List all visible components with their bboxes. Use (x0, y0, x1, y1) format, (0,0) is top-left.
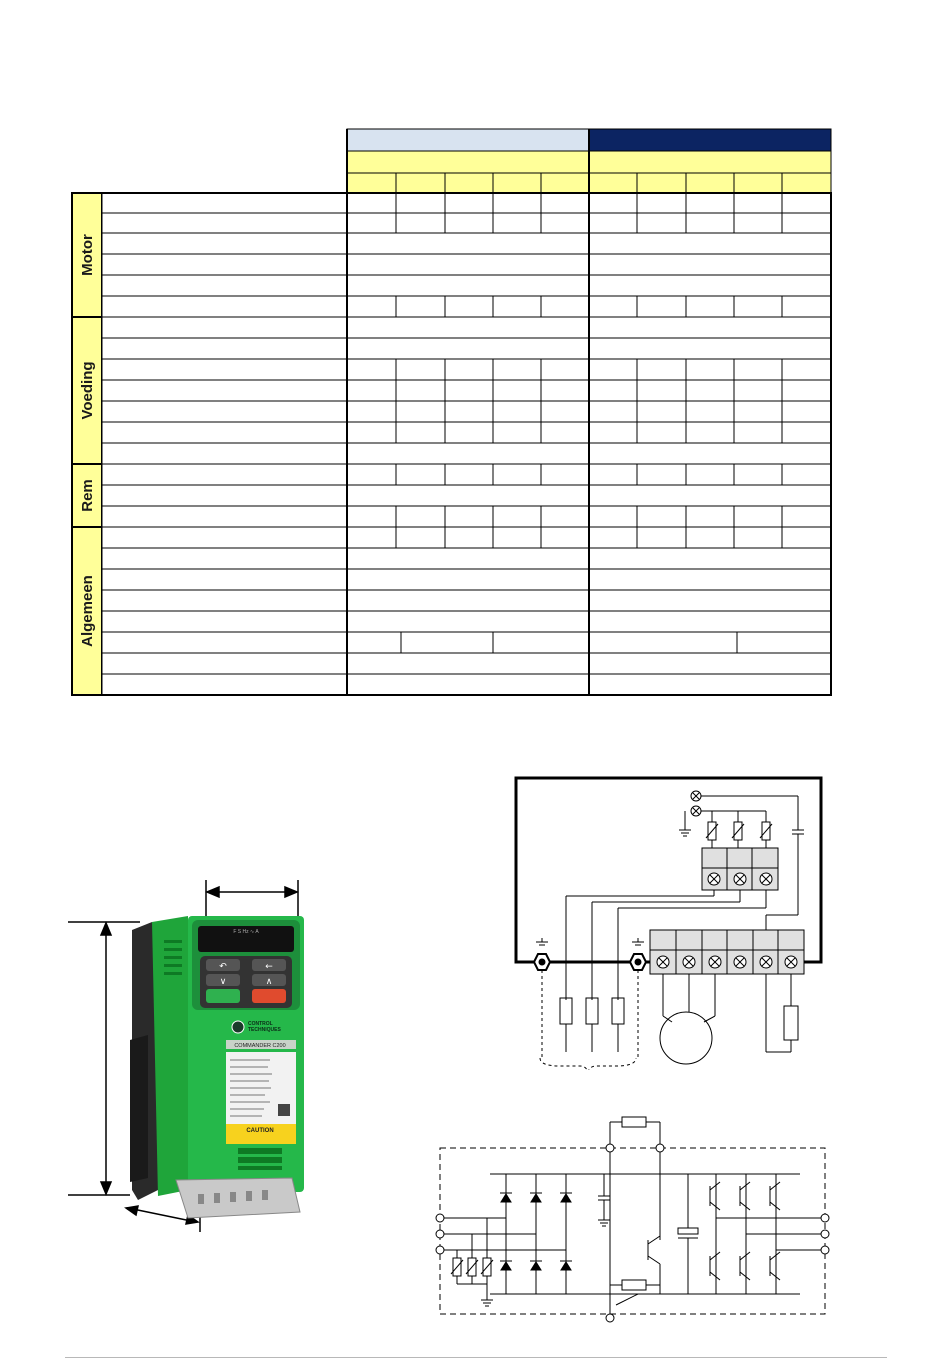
wiring-diagram (480, 770, 840, 1070)
table-cell (541, 193, 589, 213)
table-cell (589, 296, 637, 317)
table-cell (637, 380, 686, 401)
category-rem (72, 464, 102, 527)
row-label-cell (102, 674, 347, 695)
svg-text:↶: ↶ (219, 962, 227, 972)
table-cell (734, 213, 782, 233)
table-cell (637, 506, 686, 527)
table-row (102, 317, 831, 338)
column-header-cell (589, 173, 637, 193)
table-cell (396, 359, 445, 380)
fuse (560, 998, 572, 1024)
table-cell (347, 506, 396, 527)
table-cell (686, 213, 734, 233)
table-row (102, 443, 831, 464)
row-label-cell (102, 254, 347, 275)
table-cell (637, 359, 686, 380)
table-row (102, 213, 831, 233)
table-cell (541, 359, 589, 380)
row-label-cell (102, 569, 347, 590)
row-label-cell (102, 464, 347, 485)
table-cell (347, 632, 401, 653)
table-cell (493, 527, 541, 548)
table-cell (686, 380, 734, 401)
table-cell (396, 527, 445, 548)
table-row (102, 569, 831, 590)
table-row (102, 296, 831, 317)
table-cell (734, 380, 782, 401)
row-label-cell (102, 296, 347, 317)
column-header-cell (541, 173, 589, 193)
table-cell (737, 632, 831, 653)
table-cell (445, 380, 493, 401)
table-cell (686, 359, 734, 380)
row-label-cell (102, 590, 347, 611)
table-cell (589, 485, 831, 506)
column-header-cell (686, 173, 734, 193)
height-dimension (68, 922, 140, 1195)
table-cell (782, 401, 831, 422)
table-cell (445, 213, 493, 233)
external-resistor (622, 1117, 646, 1127)
table-row (102, 632, 831, 653)
table-row (102, 653, 831, 674)
dc-bus-capacitor (678, 1228, 698, 1234)
table-row (102, 359, 831, 380)
table-cell (734, 506, 782, 527)
svg-text:∨: ∨ (219, 977, 227, 987)
table-row (102, 193, 831, 213)
table-cell (541, 506, 589, 527)
input-terminal-l3 (436, 1246, 444, 1254)
row-label-cell (102, 380, 347, 401)
width-dimension (206, 880, 298, 918)
table-cell (541, 422, 589, 443)
table-cell (401, 632, 493, 653)
table-cell (541, 464, 589, 485)
input-terminal-l2 (436, 1230, 444, 1238)
table-cell (541, 213, 589, 233)
table-cell (347, 464, 396, 485)
row-label-cell (102, 443, 347, 464)
column-header-cell (493, 173, 541, 193)
output-terminal-u (821, 1214, 829, 1222)
row-label-cell (102, 213, 347, 233)
table-cell (637, 422, 686, 443)
table-cell (347, 443, 589, 464)
table-cell (734, 422, 782, 443)
table-cell (782, 296, 831, 317)
table-cell (347, 485, 589, 506)
table-cell (782, 506, 831, 527)
table-cell (734, 296, 782, 317)
row-label-cell (102, 401, 347, 422)
category-label: Algemeen (79, 575, 96, 647)
table-cell (445, 527, 493, 548)
table-cell (396, 296, 445, 317)
table-cell (637, 193, 686, 213)
table-cell (589, 506, 637, 527)
table-cell (686, 464, 734, 485)
table-cell (541, 296, 589, 317)
table-cell (734, 464, 782, 485)
footer-rule (65, 1357, 887, 1358)
drive-product-photo (60, 860, 320, 1240)
table-cell (637, 464, 686, 485)
table-cell (637, 296, 686, 317)
fuse (612, 998, 624, 1024)
internal-circuit-diagram (420, 1110, 850, 1335)
table-cell (589, 213, 637, 233)
table-cell (396, 380, 445, 401)
row-label-cell (102, 359, 347, 380)
table-cell (396, 506, 445, 527)
table-cell (541, 527, 589, 548)
qr-code (278, 1104, 290, 1116)
table-cell (782, 359, 831, 380)
table-cell (589, 527, 637, 548)
table-cell (782, 527, 831, 548)
table-row (102, 548, 831, 569)
start-key (206, 989, 240, 1003)
row-label-cell (102, 193, 347, 213)
table-row (102, 506, 831, 527)
category-label: Motor (79, 234, 96, 276)
row-label-cell (102, 506, 347, 527)
table-cell (686, 527, 734, 548)
table-cell (493, 213, 541, 233)
table-row (102, 401, 831, 422)
row-label-cell (102, 548, 347, 569)
brand-line2: TECHNIQUES (248, 1027, 281, 1033)
table-cell (493, 464, 541, 485)
row-label-cell (102, 611, 347, 632)
row-label-cell (102, 422, 347, 443)
table-cell (347, 193, 396, 213)
brand-line1: CONTROL (248, 1021, 273, 1027)
table-cell (493, 632, 589, 653)
table-cell (589, 422, 637, 443)
table-cell (347, 422, 396, 443)
table-cell (493, 193, 541, 213)
column-header-cell (396, 173, 445, 193)
input-terminal-l1 (436, 1214, 444, 1222)
table-cell (589, 653, 831, 674)
caution-text: CAUTION (246, 1128, 274, 1134)
category-label: Rem (79, 479, 96, 512)
table-cell (445, 359, 493, 380)
circuit-boundary (440, 1148, 825, 1314)
row-label-cell (102, 233, 347, 254)
output-terminal-v (821, 1230, 829, 1238)
table-cell (589, 380, 637, 401)
svg-text:←: ← (265, 962, 273, 972)
table-row (102, 464, 831, 485)
table-cell (347, 380, 396, 401)
subheader-cell-left (347, 151, 589, 173)
table-cell (396, 213, 445, 233)
row-label-cell (102, 632, 347, 653)
table-row (102, 254, 831, 275)
svg-text:∧: ∧ (265, 977, 273, 987)
column-header-cell (445, 173, 493, 193)
table-cell (782, 380, 831, 401)
table-cell (541, 380, 589, 401)
column-header-cell (782, 173, 831, 193)
category-motor (72, 193, 102, 317)
table-cell (347, 359, 396, 380)
category-voeding (72, 317, 102, 464)
table-cell (686, 422, 734, 443)
table-cell (734, 193, 782, 213)
mounting-bracket (176, 1178, 300, 1218)
table-cell (734, 527, 782, 548)
table-cell (686, 296, 734, 317)
table-row (102, 611, 831, 632)
inverter-bridge (710, 1174, 825, 1294)
column-header-cell (734, 173, 782, 193)
table-cell (637, 527, 686, 548)
table-cell (396, 464, 445, 485)
table-cell (445, 422, 493, 443)
header-cell-left (347, 129, 589, 151)
table-cell (589, 359, 637, 380)
table-cell (347, 213, 396, 233)
category-label: Voeding (79, 361, 96, 420)
stop-key (252, 989, 286, 1003)
row-label-cell (102, 527, 347, 548)
table-cell (782, 464, 831, 485)
table-row (102, 485, 831, 506)
table-cell (589, 632, 737, 653)
subheader-cell-right (589, 151, 831, 173)
table-cell (734, 401, 782, 422)
table-cell (347, 527, 396, 548)
table-row (102, 338, 831, 359)
table-row (102, 674, 831, 695)
table-cell (541, 401, 589, 422)
table-row (102, 590, 831, 611)
table-row (102, 527, 831, 548)
output-terminal-w (821, 1246, 829, 1254)
table-cell (589, 193, 637, 213)
table-cell (493, 401, 541, 422)
row-label-cell (102, 275, 347, 296)
table-row (102, 422, 831, 443)
table-row (102, 233, 831, 254)
table-cell (493, 296, 541, 317)
column-header-cell (637, 173, 686, 193)
thermal-resistor (622, 1280, 646, 1290)
table-cell (493, 380, 541, 401)
table-cell (782, 213, 831, 233)
row-label-cell (102, 317, 347, 338)
table-cell (445, 506, 493, 527)
table-cell (445, 464, 493, 485)
table-cell (589, 317, 831, 338)
svg-text:F S Hz ∿ A: F S Hz ∿ A (233, 929, 259, 935)
table-cell (347, 401, 396, 422)
brand-logo (232, 1021, 244, 1033)
column-header-cell (347, 173, 396, 193)
table-cell (589, 464, 637, 485)
table-cell (445, 401, 493, 422)
table-cell (396, 193, 445, 213)
table-cell (347, 653, 589, 674)
category-algemeen (72, 527, 102, 695)
table-cell (734, 359, 782, 380)
table-cell (347, 275, 589, 296)
table-cell (347, 296, 396, 317)
table-cell (686, 506, 734, 527)
row-label-cell (102, 338, 347, 359)
header-cell-right (589, 129, 831, 151)
input-varistors (451, 1218, 493, 1306)
table-cell (686, 401, 734, 422)
table-cell (782, 422, 831, 443)
table-cell (493, 359, 541, 380)
table-cell (686, 193, 734, 213)
brake-resistor (784, 1006, 798, 1040)
table-cell (589, 443, 831, 464)
row-label-cell (102, 653, 347, 674)
table-cell (396, 422, 445, 443)
table-cell (396, 401, 445, 422)
table-cell (782, 193, 831, 213)
row-label-cell (102, 485, 347, 506)
table-cell (347, 317, 589, 338)
table-cell (445, 193, 493, 213)
table-cell (637, 401, 686, 422)
fuse (586, 998, 598, 1024)
table-cell (493, 506, 541, 527)
table-cell (493, 422, 541, 443)
table-cell (445, 296, 493, 317)
model-name: COMMANDER C200 (234, 1043, 286, 1049)
table-row (102, 275, 831, 296)
table-body (72, 129, 831, 695)
table-row (102, 380, 831, 401)
table-cell (637, 213, 686, 233)
table-cell (589, 275, 831, 296)
caution-label (226, 1124, 296, 1144)
table-cell (589, 401, 637, 422)
